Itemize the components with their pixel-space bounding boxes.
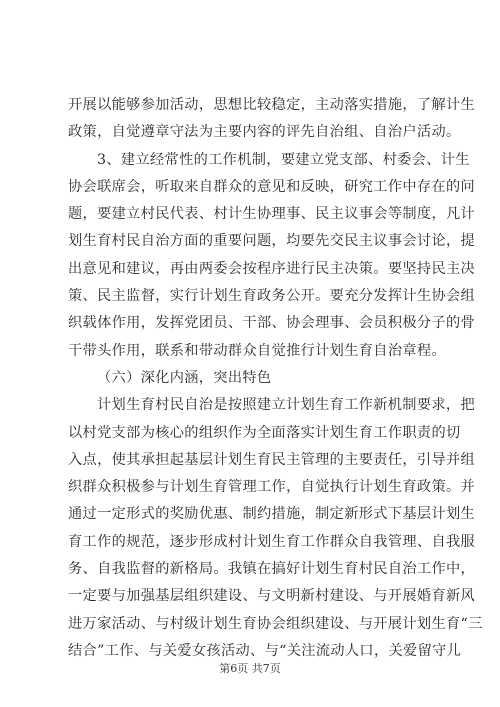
text-line: 划生育村民自治方面的重要问题，均要先交民主议事会讨论，提 xyxy=(68,233,476,250)
text-line: 题，要建立村民代表、村计生协理事、民主议事会等制度，凡计 xyxy=(68,206,476,223)
text-line: 一定要与加强基层组织建设、与文明新村建设、与开展婚育新风 xyxy=(68,588,476,605)
text-line: 3、建立经常性的工作机制，要建立党支部、村委会、计生 xyxy=(97,151,470,168)
text-line: 出意见和建议，再由两委会按程序进行民主决策。要坚持民主决 xyxy=(68,260,476,277)
text-line: 入点，使其承担起基层计划生育民主管理的主要责任，引导并组 xyxy=(68,451,476,468)
text-line: 务、自我监督的新格局。我镇在搞好计划生育村民自治工作中， xyxy=(68,561,476,578)
text-line: 策、民主监督，实行计划生育政务公开。要充分发挥计生协会组 xyxy=(68,288,476,305)
text-line: 织载体作用，发挥党团员、干部、协会理事、会员积极分子的骨 xyxy=(68,315,476,332)
text-line: 政策，自觉遵章守法为主要内容的评先自治组、自治户活动。 xyxy=(68,124,461,141)
text-line: 结合”工作、与关爱女孩活动、与“关注流动人口，关爱留守儿 xyxy=(68,642,462,659)
text-line: 计划生育村民自治是按照建立计划生育工作新机制要求，把 xyxy=(97,397,475,414)
body-text xyxy=(68,92,483,665)
text-line: 开展以能够参加活动，思想比较稳定，主动落实措施，了解计生 xyxy=(68,97,476,113)
text-line: 通过一定形式的奖励优惠、制约措施，制定新形式下基层计划生 xyxy=(68,506,476,523)
section-heading: （六）深化内涵，突出特色 xyxy=(97,369,272,386)
text-line: 协会联席会，听取来自群众的意见和反映，研究工作中存在的问 xyxy=(68,178,476,195)
text-line: 织群众积极参与计划生育管理工作，自觉执行计划生育政策。并 xyxy=(68,479,476,496)
text-line: 进万家活动、与村级计划生育协会组织建设、与开展计划生育“三 xyxy=(68,615,483,632)
page-number: 第6页 共7页 xyxy=(219,662,281,675)
text-line: 以村党支部为核心的组织作为全面落实计划生育工作职责的切 xyxy=(68,424,461,441)
text-line: 育工作的规范，逐步形成村计划生育工作群众自我管理、自我服 xyxy=(68,533,476,550)
text-line: 干带头作用，联系和带动群众自觉推行计划生育自治章程。 xyxy=(68,342,446,359)
